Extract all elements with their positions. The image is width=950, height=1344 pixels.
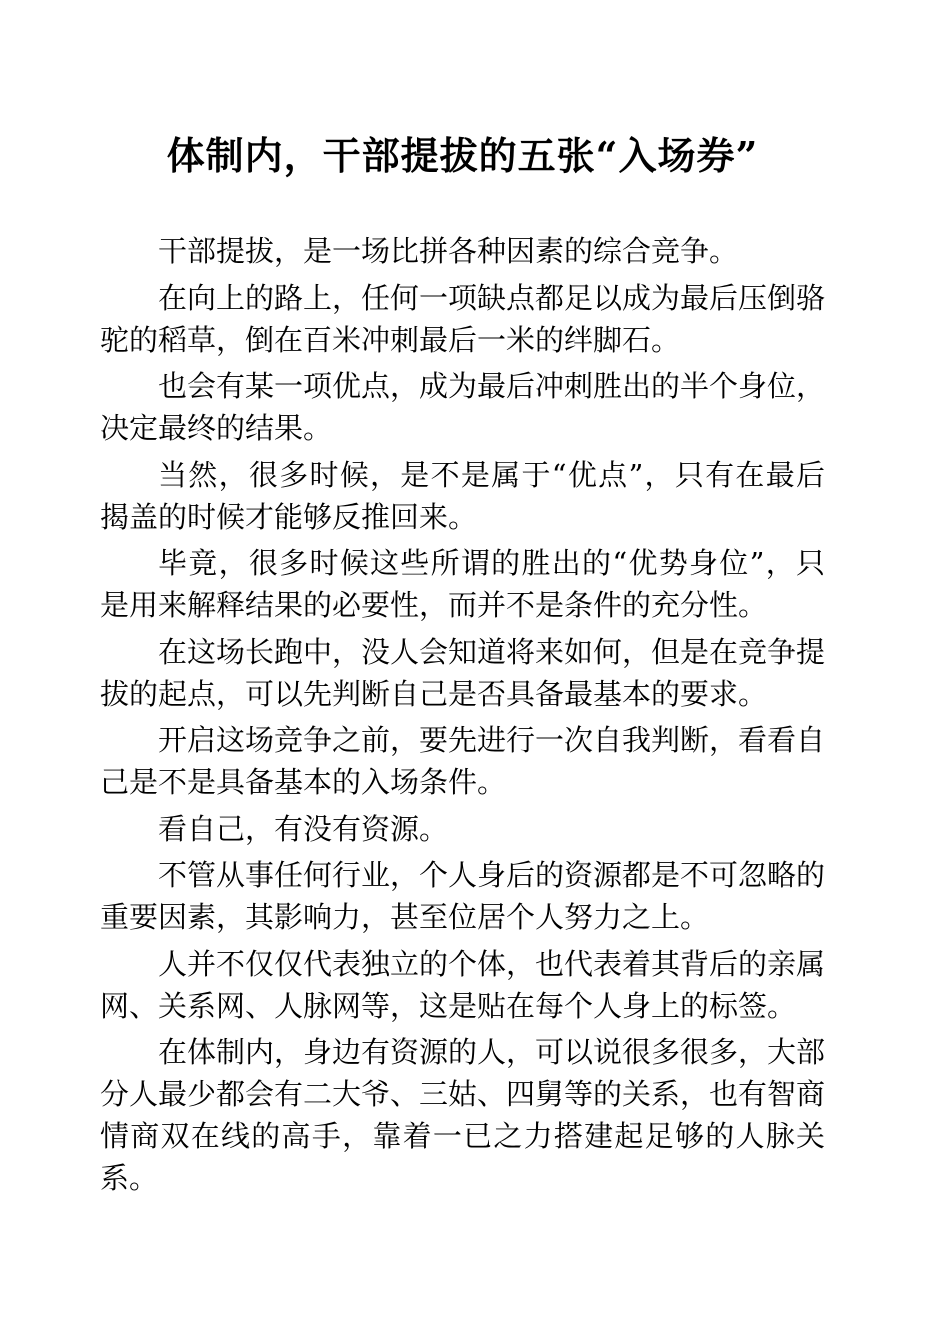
paragraph: 毕竟，很多时候这些所谓的胜出的“优势身位”，只是用来解释结果的必要性，而并不是条件的充分性。 — [100, 546, 825, 622]
paragraph: 在向上的路上，任何一项缺点都足以成为最后压倒骆驼的稻草，倒在百米冲刺最后一米的绊脚石。 — [100, 280, 826, 357]
paragraph: 不管从事任何行业，个人身后的资源都是不可忽略的重要因素，其影响力，甚至位居个人努力之上。 — [100, 858, 826, 934]
paragraph: 开启这场竞争之前，要先进行一次自我判断，看看自己是不是具备基本的入场条件。 — [100, 723, 826, 799]
paragraph: 在体制内，身边有资源的人，可以说很多很多，大部分人最少都会有二大爷、三姑、四舅等的关系，也有智商情商双在线的高手，靠着一已之力搭建起足够的人脉关系。 — [100, 1035, 826, 1195]
paragraph: 看自己，有没有资源。 — [158, 811, 449, 846]
paragraph: 人并不仅仅代表独立的个体，也代表着其背后的亲属网、关系网、人脉网等，这是贴在每个人身上的标签。 — [100, 946, 826, 1023]
paragraph: 也会有某一项优点，成为最后冲刺胜出的半个身位，决定最终的结果。 — [100, 369, 826, 445]
document-body — [100, 230, 825, 1199]
paragraph: 当然，很多时候，是不是属于“优点”，只有在最后揭盖的时候才能够反推回来。 — [100, 457, 825, 534]
paragraph: 在这场长跑中，没人会知道将来如何，但是在竞争提拔的起点，可以先判断自己是否具备最基本的要求。 — [100, 634, 826, 711]
document-title: 体制内，干部提拔的五张“入场券” — [166, 133, 759, 178]
paragraph: 干部提拔，是一场比拼各种因素的综合竞争。 — [158, 234, 739, 268]
